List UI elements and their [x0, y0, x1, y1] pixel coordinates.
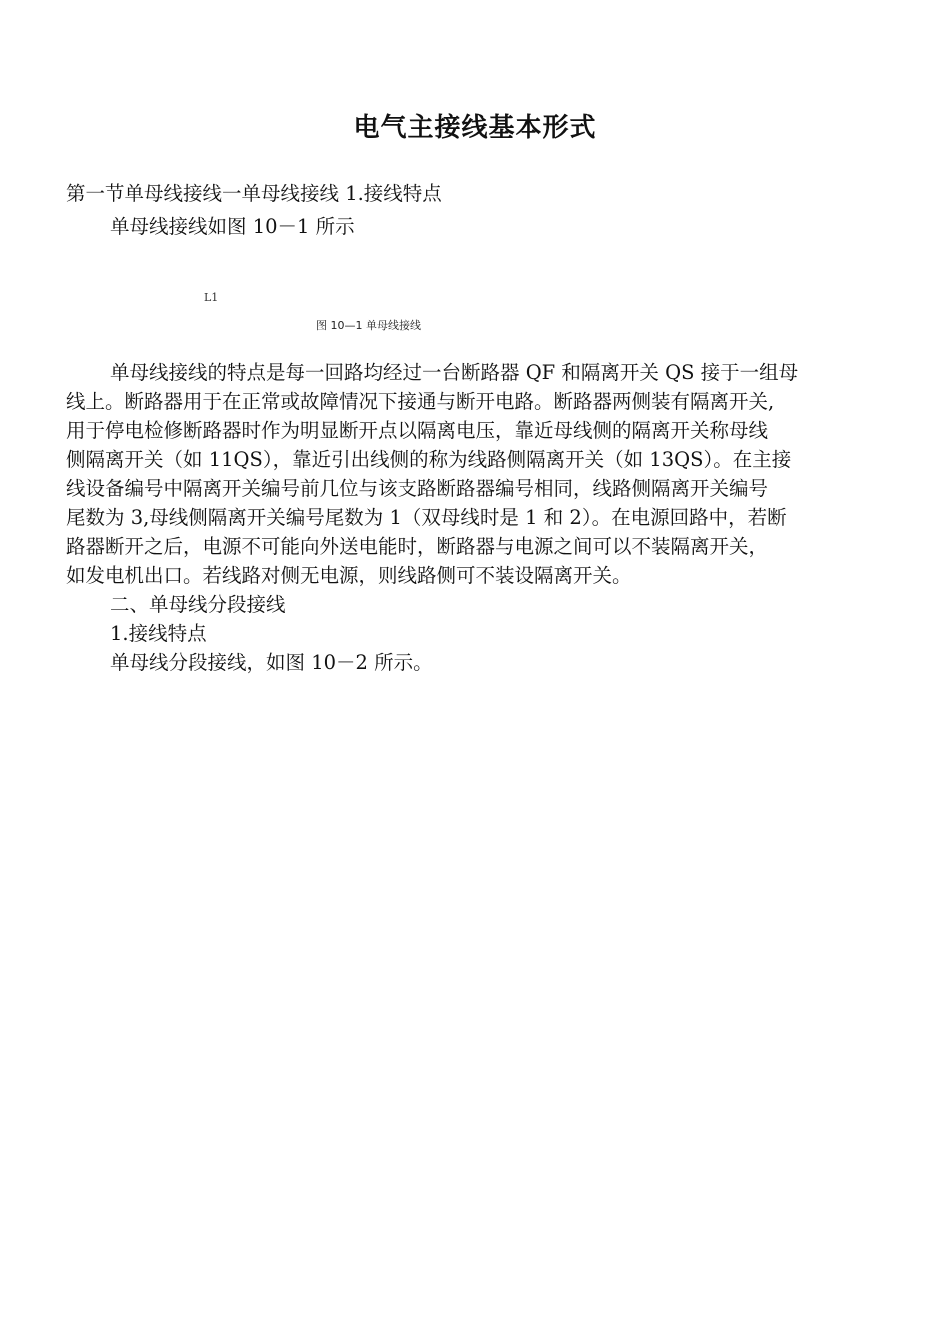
paragraph-line: 线设备编号中隔离开关编号前几位与该支路断路器编号相同，线路侧隔离开关编号: [66, 477, 769, 500]
figure-label: L1: [204, 291, 219, 304]
intro-line: 单母线接线如图 10－1 所示: [110, 215, 355, 238]
paragraph-line: 单母线接线的特点是每一回路均经过一台断路器 QF 和隔离开关 QS 接于一组母: [110, 361, 799, 384]
paragraph-line: 如发电机出口。若线路对侧无电源，则线路侧可不装设隔离开关。: [66, 564, 632, 587]
section-two-intro: 单母线分段接线，如图 10－2 所示。: [110, 651, 433, 674]
paragraph-line: 用于停电检修断路器时作为明显断开点以隔离电压，靠近母线侧的隔离开关称母线: [66, 419, 769, 442]
paragraph-line: 尾数为 3,母线侧隔离开关编号尾数为 1（双母线时是 1 和 2）。在电源回路中，若断: [66, 506, 787, 529]
body-paragraph: [66, 358, 886, 590]
figure-caption: 图 10—1 单母线接线: [316, 319, 421, 332]
document-title: 电气主接线基本形式: [353, 113, 597, 143]
paragraph-line: 侧隔离开关（如 11QS），靠近引出线侧的称为线路侧隔离开关（如 13QS）。在主接: [66, 448, 792, 471]
paragraph-line: 线上。断路器用于在正常或故障情况下接通与断开电路。断路器两侧装有隔离开关,: [66, 390, 775, 413]
section-heading-line: 第一节单母线接线一单母线接线 1.接线特点: [66, 182, 442, 205]
paragraph-line: 路器断开之后，电源不可能向外送电能时，断路器与电源之间可以不装隔离开关，: [66, 535, 769, 558]
sub-heading: 1.接线特点: [110, 622, 207, 645]
section-two-heading: 二、单母线分段接线: [110, 593, 286, 616]
